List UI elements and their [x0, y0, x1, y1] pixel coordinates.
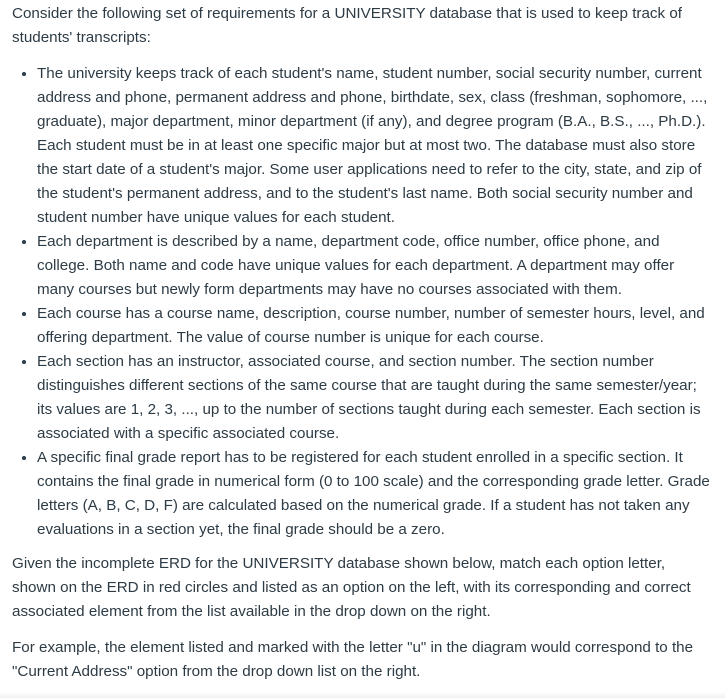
example-paragraph: For example, the element listed and marked with the letter "u" in the diagram would correspond to the "Current Address" option from the drop down list on the right. [12, 639, 694, 680]
requirement-student: • The university keeps track of each student's name, student number, social security number, current address and phone, permanent address and phone, birthdate, sex, class (freshman, sophomore, ..., graduate), major department, minor department (if any), and degree program (B.A., B.S., ..., Ph.D.). Each student must be in at least one specific major but at most two. The database must also store the start date of a student's major. Some user applications need to refer to the city, state, and zip of the student's permanent address, and to the student's last name. Both social security number and student number have unique values for each student. [37, 62, 711, 230]
instructions-paragraph: Given the incomplete ERD for the UNIVERSITY database shown below, match each option letter, shown on the ERD in red circles and listed as an option on the left, with its corresponding and correct associated element from the list available in the drop down on the right. [12, 555, 691, 620]
requirement-department: • Each department is described by a name, department code, office number, office phone, and college. Both name and code have unique values for each department. A department may offer many courses but newly form departments may have no courses associated with them. [37, 230, 711, 302]
requirement-course: • Each course has a course name, description, course number, number of semester hours, level, and offering department. The value of course number is unique for each course. [37, 302, 711, 350]
requirement-grade-report: • A specific final grade report has to be registered for each student enrolled in a specific section. It contains the final grade in numerical form (0 to 100 scale) and the corresponding grade letter. Grade letters (A, B, C, D, F) are calculated based on the numerical grade. If a student has not taken any evaluations in a section yet, the final grade should be a zero. [37, 446, 711, 542]
bottom-divider [0, 692, 725, 698]
requirement-section: • Each section has an instructor, associated course, and section number. The section number distinguishes different sections of the same course that are taught during the same semester/year; its values are 1, 2, 3, ..., up to the number of sections taught during each semester. Each section is associated with a specific associated course. [37, 350, 711, 446]
intro-paragraph: Consider the following set of requirements for a UNIVERSITY database that is used to keep track of students' transcripts: [12, 5, 682, 46]
requirements-list [12, 62, 711, 542]
